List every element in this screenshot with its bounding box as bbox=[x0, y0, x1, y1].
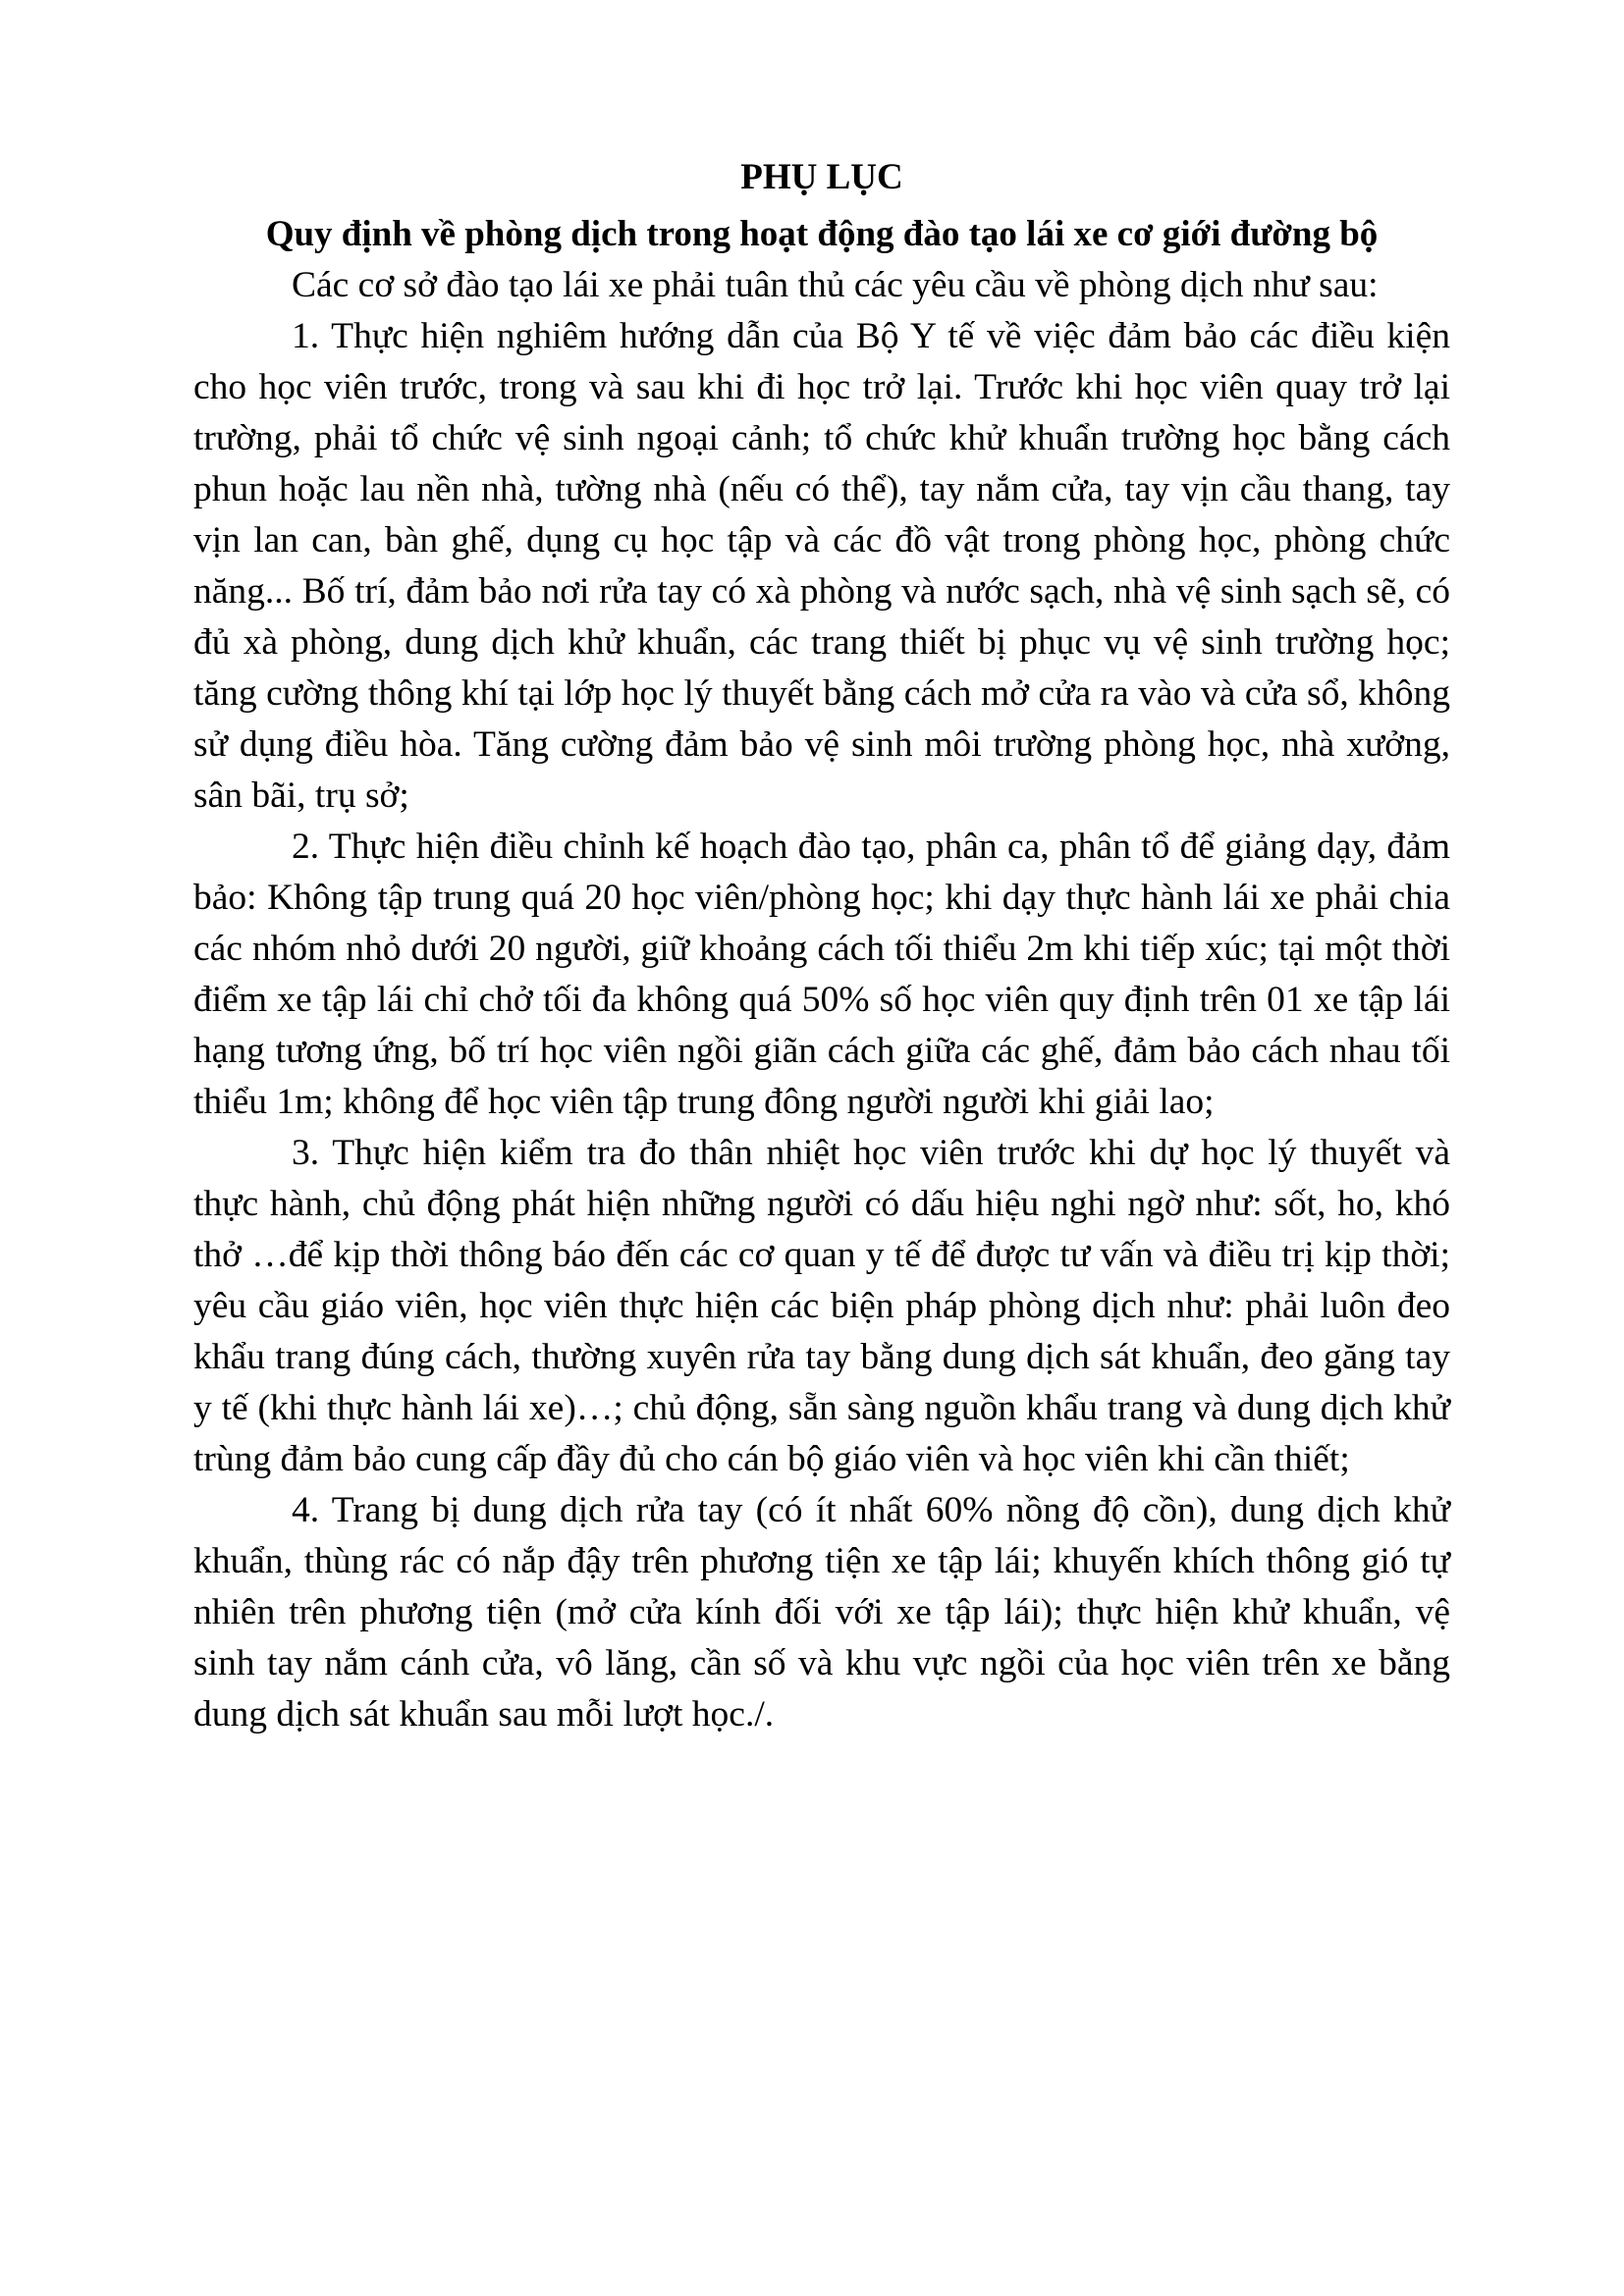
item-paragraph-1: 1. Thực hiện nghiêm hướng dẫn của Bộ Y tế về việc đảm bảo các điều kiện cho học viên trước, trong và sau khi đi học trở lại. Trước khi học viên quay trở lại trường, phải tổ chức vệ sinh ngoại cảnh; tổ chức khử khuẩn trường học bằng cách phun hoặc lau nền nhà, tường nhà (nếu có thể), tay nắm cửa, tay vịn cầu thang, tay vịn lan can, bàn ghế, dụng cụ học tập và các đồ vật trong phòng học, phòng chức năng... Bố trí, đảm bảo nơi rửa tay có xà phòng và nước sạch, nhà vệ sinh sạch sẽ, có đủ xà phòng, dung dịch khử khuẩn, các trang thiết bị phục vụ vệ sinh trường học; tăng cường thông khí tại lớp học lý thuyết bằng cách mở cửa ra vào và cửa sổ, không sử dụng điều hòa. Tăng cường đảm bảo vệ sinh môi trường phòng học, nhà xưởng, sân bãi, trụ sở; bbox=[193, 316, 1450, 816]
item-paragraph-4: 4. Trang bị dung dịch rửa tay (có ít nhất 60% nồng độ cồn), dung dịch khử khuẩn, thùng rác có nắp đậy trên phương tiện xe tập lái; khuyến khích thông gió tự nhiên trên phương tiện (mở cửa kính đối với xe tập lái); thực hiện khử khuẩn, vệ sinh tay nắm cánh cửa, vô lăng, cần số và khu vực ngồi của học viên trên xe bằng dung dịch sát khuẩn sau mỗi lượt học./. bbox=[193, 1490, 1450, 1735]
item-paragraph-3: 3. Thực hiện kiểm tra đo thân nhiệt học viên trước khi dự học lý thuyết và thực hành, chủ động phát hiện những người có dấu hiệu nghi ngờ như: sốt, ho, khó thở …để kịp thời thông báo đến các cơ quan y tế để được tư vấn và điều trị kịp thời; yêu cầu giáo viên, học viên thực hiện các biện pháp phòng dịch như: phải luôn đeo khẩu trang đúng cách, thường xuyên rửa tay bằng dung dịch sát khuẩn, đeo găng tay y tế (khi thực hành lái xe)…; chủ động, sẵn sàng nguồn khẩu trang và dung dịch khử trùng đảm bảo cung cấp đầy đủ cho cán bộ giáo viên và học viên khi cần thiết; bbox=[193, 1133, 1450, 1479]
intro-paragraph: Các cơ sở đào tạo lái xe phải tuân thủ các yêu cầu về phòng dịch như sau: bbox=[292, 265, 1379, 305]
item-paragraph-2: 2. Thực hiện điều chỉnh kế hoạch đào tạo, phân ca, phân tổ để giảng dạy, đảm bảo: Không tập trung quá 20 học viên/phòng học; khi dạy thực hành lái xe phải chia các nhóm nhỏ dưới 20 người, giữ khoảng cách tối thiểu 2m khi tiếp xúc; tại một thời điểm xe tập lái chỉ chở tối đa không quá 50% số học viên quy định trên 01 xe tập lái hạng tương ứng, bố trí học viên ngồi giãn cách giữa các ghế, đảm bảo cách nhau tối thiểu 1m; không để học viên tập trung đông người người khi giải lao; bbox=[193, 827, 1450, 1122]
document-title: PHỤ LỤC bbox=[740, 157, 903, 197]
document-subtitle: Quy định về phòng dịch trong hoạt động đào tạo lái xe cơ giới đường bộ bbox=[265, 214, 1379, 254]
document-body bbox=[193, 152, 1450, 1740]
